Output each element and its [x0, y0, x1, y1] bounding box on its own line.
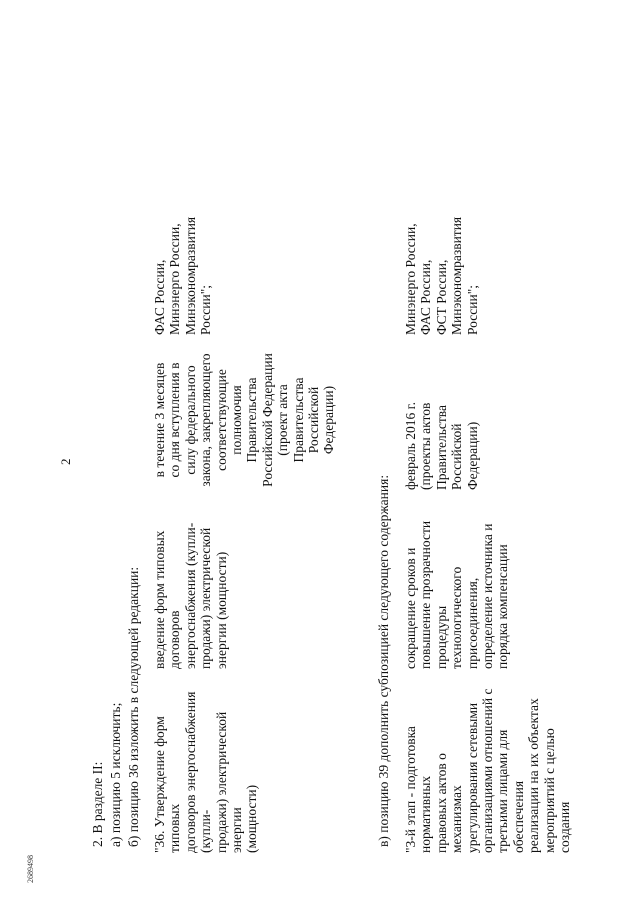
text-line: "3-й этап - подготовка нормативных [403, 726, 434, 853]
text-line: февраль 2016 г. [403, 401, 418, 490]
text-line: порядка компенсации [495, 544, 511, 669]
text-line: мероприятий с целью создания [541, 728, 573, 853]
row39-col4 [403, 175, 480, 335]
text-line: организациями отношений с [480, 688, 496, 853]
page-number: 2 [58, 458, 73, 465]
row39-col2 [403, 504, 511, 669]
text-line: Федерации) [321, 385, 337, 455]
text-line: третьими лицами для обеспечения [495, 729, 526, 853]
text-line: (проекты актов [418, 402, 434, 490]
text-line: Российской Федерации [259, 353, 275, 487]
text-line: Минэкономразвития [182, 216, 198, 335]
text-line: Минэнерго России, [167, 223, 183, 335]
row39-col3 [403, 350, 480, 490]
text-line: договоров энергоснабжения (купли- [182, 691, 214, 853]
text-line: Российской [306, 386, 322, 454]
text-line: продажи) электрической энергии [213, 711, 245, 853]
text-line: со дня вступления в [167, 362, 183, 478]
section-heading: 2. В разделе II: [90, 761, 105, 847]
text-line: введение форм типовых [152, 530, 167, 669]
document-id: 2689498 [26, 855, 35, 883]
text-line: правовых актов о механизмах [433, 753, 465, 853]
text-line: присоединения, [464, 577, 480, 669]
text-line: силу федерального [182, 365, 198, 475]
text-line: (проект акта [275, 384, 291, 456]
row39-col1 [403, 683, 572, 853]
text-line: урегулирования сетевыми [464, 702, 480, 853]
text-line: России"; [198, 285, 214, 335]
text-line: соответствующие [213, 369, 229, 471]
text-line: процедуры [433, 605, 449, 669]
text-line: определение источника и [480, 523, 496, 669]
text-line: договоров [167, 610, 183, 669]
text-line: сокращение сроков и [403, 547, 418, 669]
row36-col2 [152, 504, 229, 669]
text-line: повышение прозрачности [418, 520, 434, 669]
row36-col1 [152, 683, 260, 853]
text-line: Правительства [244, 377, 260, 463]
row36-col4 [152, 175, 214, 335]
text-line: полномочия [229, 385, 245, 455]
text-line: Минэнерго России, [403, 223, 418, 335]
item-a: а) позицию 5 исключить; [108, 702, 123, 847]
text-line: закона, закрепляющего [198, 353, 214, 487]
text-line: ФАС России, [152, 259, 167, 335]
row36-col3 [152, 350, 337, 490]
text-line: в течение 3 месяцев [152, 362, 167, 478]
text-line: энергоснабжения (купли- [182, 522, 198, 669]
text-line: Федерации) [464, 421, 480, 490]
text-line: технологического [449, 566, 465, 669]
text-line: "36. Утверждение форм типовых [152, 716, 183, 853]
text-line: России"; [464, 285, 480, 335]
text-line: (мощности) [244, 784, 260, 853]
text-line: Российской [449, 423, 465, 490]
item-b: б) позицию 36 изложить в следующей редакции: [126, 566, 141, 847]
text-line: продажи) электрической [198, 527, 214, 669]
text-line: энергии (мощности) [213, 551, 229, 669]
text-line: Правительства [290, 377, 306, 463]
text-line: ФАС России, [418, 259, 434, 335]
text-line: реализации на их объектах [526, 698, 542, 853]
text-line: ФСТ России, [433, 259, 449, 335]
text-line: Минэкономразвития [449, 216, 465, 335]
text-line: Правительства [433, 405, 449, 490]
item-c: в) позицию 39 дополнить субпозицией следующего содержания: [376, 474, 391, 847]
